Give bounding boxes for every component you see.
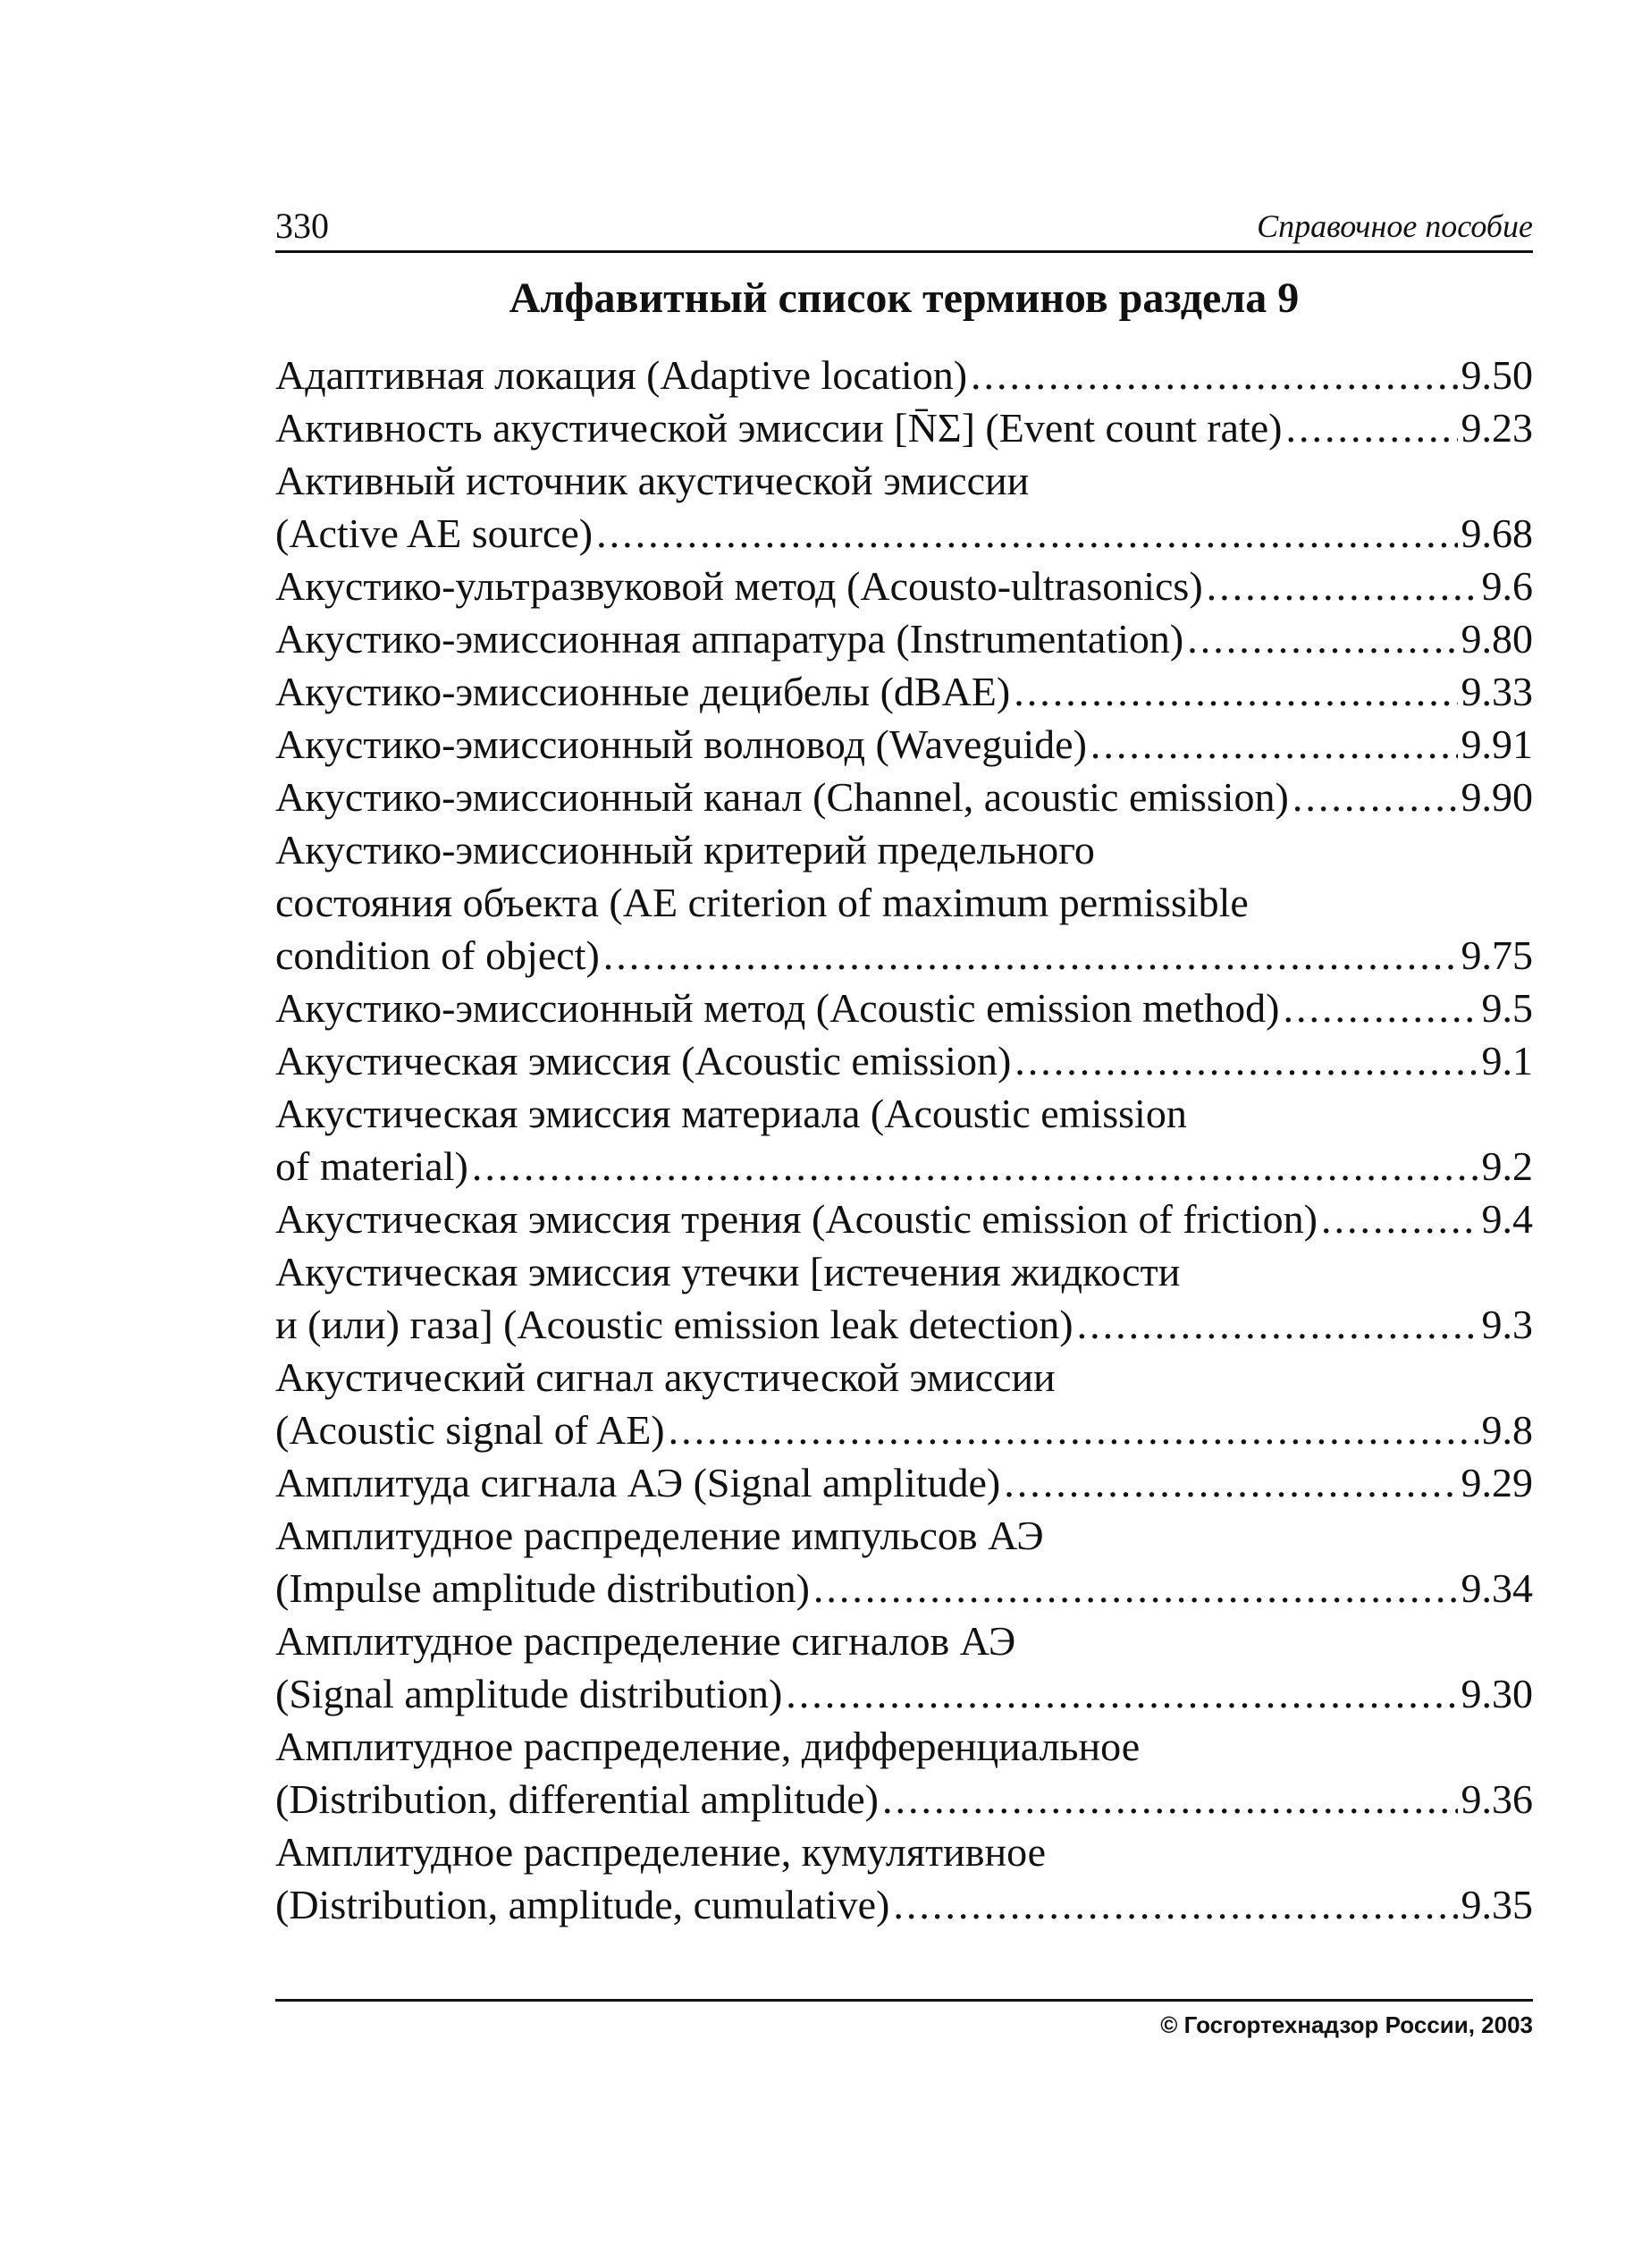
entry-last-line (275, 982, 1533, 1034)
index-entry (275, 718, 1533, 771)
running-title: Справочное пособие (1257, 208, 1533, 244)
dot-leader (603, 929, 1458, 982)
dot-leader (669, 1404, 1478, 1456)
entry-term: Активность акустической эмиссии [N̄Σ] (Event count rate) (275, 405, 1283, 451)
copyright-footer: © Госгортехнадзор России, 2003 (1160, 2011, 1533, 2038)
entry-term: (Active AE source) (275, 510, 594, 556)
entry-reference: 9.35 (1461, 1882, 1533, 1927)
section-title: Алфавитный список терминов раздела 9 (509, 274, 1300, 322)
index-entry (275, 612, 1533, 665)
entry-reference: 9.4 (1481, 1196, 1533, 1242)
dot-leader (1292, 771, 1458, 823)
index-entry (275, 1193, 1533, 1245)
entry-term: of material) (275, 1143, 468, 1189)
footer-divider (275, 1999, 1533, 2002)
entry-term: Акустико-эмиссионная аппаратура (Instrumentation) (275, 616, 1184, 662)
entry-term: condition of object) (275, 932, 600, 978)
entry-term: (Signal amplitude distribution) (275, 1671, 783, 1716)
entry-last-line (275, 1404, 1533, 1456)
entry-term: и (или) газа] (Acoustic emission leak detection) (275, 1302, 1074, 1347)
entry-term: (Acoustic signal of AE) (275, 1407, 665, 1453)
page-number: 330 (275, 206, 329, 246)
entry-reference: 9.68 (1461, 510, 1533, 556)
entry-last-line (275, 929, 1533, 982)
dot-leader (1285, 401, 1457, 454)
entry-reference: 9.36 (1461, 1776, 1533, 1822)
term-index-list (275, 349, 1533, 1931)
entry-term: Акустико-эмиссионный канал (Channel, acoustic emission) (275, 774, 1289, 820)
entry-last-line (275, 1878, 1533, 1931)
dot-leader (1321, 1193, 1478, 1245)
entry-reference: 9.50 (1461, 352, 1533, 398)
index-entry (275, 1034, 1533, 1087)
entry-reference: 9.80 (1461, 616, 1533, 662)
index-entry (275, 1615, 1533, 1720)
index-entry (275, 454, 1533, 560)
entry-reference: 9.30 (1461, 1671, 1533, 1716)
entry-text-line: Амплитудное распределение, кумулятивное (275, 1829, 1047, 1875)
entry-last-line (275, 349, 1533, 401)
entry-text-line: Амплитудное распределение, дифференциальное (275, 1724, 1141, 1769)
index-entry (275, 560, 1533, 612)
entry-last-line (275, 1193, 1533, 1245)
dot-leader (813, 1562, 1458, 1615)
entry-text-line: Амплитудное распределение импульсов АЭ (275, 1513, 1044, 1558)
dot-leader (1187, 612, 1457, 665)
entry-last-line (275, 560, 1533, 612)
entry-reference: 9.23 (1461, 405, 1533, 451)
dot-leader (1283, 982, 1478, 1034)
dot-leader (893, 1878, 1457, 1931)
entry-text-line: Амплитудное распределение сигналов АЭ (275, 1618, 1016, 1664)
entry-last-line (275, 1140, 1533, 1193)
dot-leader (1077, 1298, 1478, 1351)
entry-term: Акустико-эмиссионные децибелы (dBAE) (275, 669, 1011, 714)
entry-text-line: Акустический сигнал акустической эмиссии (275, 1354, 1056, 1400)
entry-last-line (275, 1298, 1533, 1351)
entry-term: Акустическая эмиссия трения (Acoustic emission of friction) (275, 1196, 1318, 1242)
dot-leader (1090, 718, 1458, 771)
entry-reference: 9.33 (1461, 669, 1533, 714)
entry-term: Акустико-эмиссионный метод (Acoustic emission method) (275, 985, 1280, 1031)
dot-leader (786, 1667, 1457, 1720)
index-entry (275, 1245, 1533, 1351)
dot-leader (1004, 1456, 1457, 1509)
entry-text-line: Акустическая эмиссия утечки [истечения жидкости (275, 1249, 1181, 1294)
entry-term: (Distribution, differential amplitude) (275, 1776, 879, 1822)
entry-reference: 9.2 (1481, 1143, 1533, 1189)
entry-last-line (275, 665, 1533, 718)
entry-last-line (275, 612, 1533, 665)
entry-term: Акустико-эмиссионный волновод (Waveguide) (275, 721, 1087, 767)
index-entry (275, 1720, 1533, 1825)
index-entry (275, 1825, 1533, 1931)
index-entry (275, 1456, 1533, 1509)
entry-last-line (275, 1562, 1533, 1615)
entry-last-line (275, 507, 1533, 560)
entry-reference: 9.91 (1461, 721, 1533, 767)
entry-reference: 9.6 (1481, 563, 1533, 609)
dot-leader (1015, 1034, 1478, 1087)
entry-reference: 9.34 (1461, 1565, 1533, 1611)
entry-last-line (275, 1667, 1533, 1720)
entry-last-line (275, 1773, 1533, 1825)
dot-leader (882, 1773, 1458, 1825)
index-entry (275, 1087, 1533, 1193)
entry-term: (Impulse amplitude distribution) (275, 1565, 810, 1611)
index-entry (275, 1351, 1533, 1456)
index-entry (275, 665, 1533, 718)
index-entry (275, 982, 1533, 1034)
entry-term: Акустическая эмиссия (Acoustic emission) (275, 1038, 1012, 1083)
entry-term: Акустико-ультразвуковой метод (Acousto-ultrasonics) (275, 563, 1203, 609)
entry-reference: 9.29 (1461, 1460, 1533, 1505)
entry-term: Адаптивная локация (Adaptive location) (275, 352, 968, 398)
index-entry (275, 401, 1533, 454)
entry-last-line (275, 771, 1533, 823)
entry-reference: 9.3 (1481, 1302, 1533, 1347)
entry-reference: 9.8 (1481, 1407, 1533, 1453)
page-header (275, 204, 1533, 253)
entry-text-line: состояния объекта (AE criterion of maximum permissible (275, 880, 1249, 925)
index-entry (275, 349, 1533, 401)
entry-text-line: Акустико-эмиссионный критерий предельного (275, 827, 1095, 873)
dot-leader (472, 1140, 1478, 1193)
entry-text-line: Активный источник акустической эмиссии (275, 458, 1030, 503)
dot-leader (1207, 560, 1478, 612)
entry-term: (Distribution, amplitude, cumulative) (275, 1882, 890, 1927)
entry-last-line (275, 401, 1533, 454)
entry-text-line: Акустическая эмиссия материала (Acoustic emission (275, 1091, 1187, 1136)
entry-last-line (275, 1456, 1533, 1509)
index-entry (275, 1509, 1533, 1615)
index-entry (275, 771, 1533, 823)
entry-term: Амплитуда сигнала АЭ (Signal amplitude) (275, 1460, 1001, 1505)
dot-leader (596, 507, 1457, 560)
entry-reference: 9.5 (1481, 985, 1533, 1031)
entry-last-line (275, 718, 1533, 771)
entry-reference: 9.75 (1461, 932, 1533, 978)
entry-reference: 9.1 (1481, 1038, 1533, 1083)
entry-last-line (275, 1034, 1533, 1087)
entry-reference: 9.90 (1461, 774, 1533, 820)
index-entry (275, 823, 1533, 982)
dot-leader (971, 349, 1457, 401)
dot-leader (1014, 665, 1457, 718)
